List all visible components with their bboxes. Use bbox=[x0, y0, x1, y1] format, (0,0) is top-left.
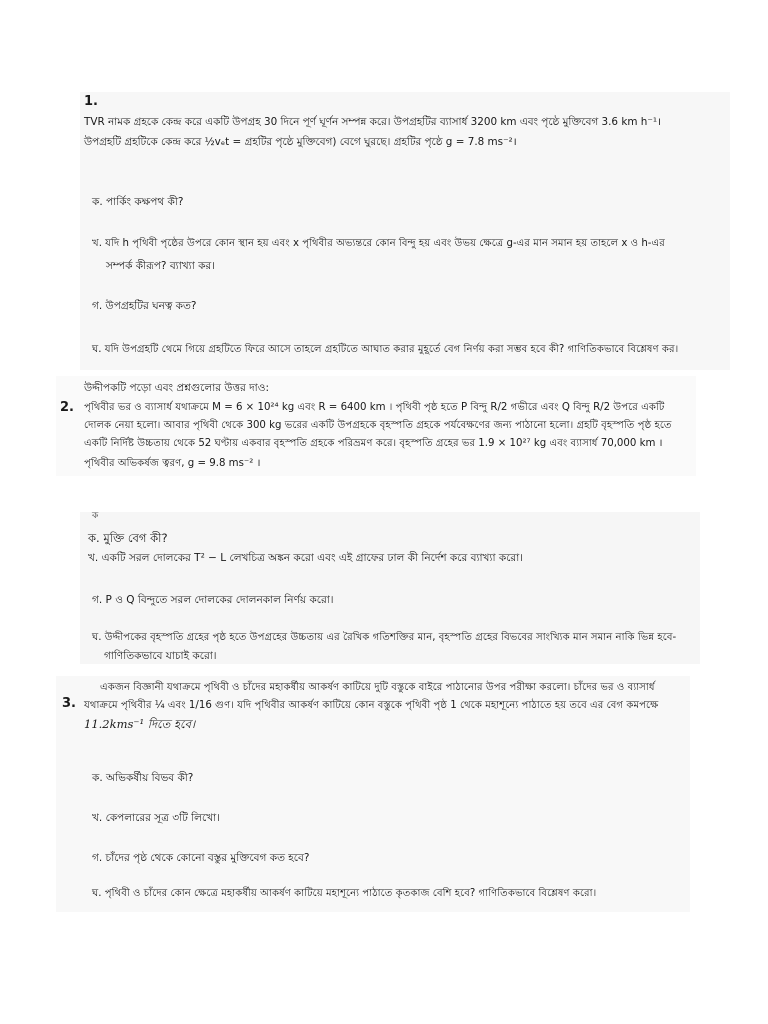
question-2-stem-line-1: পৃথিবীর ভর ও ব্যাসার্ধ যথাক্রমে M = 6 × 10²⁴ kg এবং R = 6400 km । পৃথিবী পৃষ্ঠ হতে P বিন্দু R/2 গভীরে এবং Q বিন্দু R/2 উপরে একটি bbox=[84, 402, 665, 413]
question-2-number: 2. bbox=[60, 400, 74, 415]
question-1-stem-line-1: TVR নামক গ্রহকে কেন্দ্র করে একটি উপগ্রহ 30 দিনে পূর্ণ ঘূর্ণন সম্পন্ন করে। উপগ্রহটির ব্যাসার্ধ 3200 km এবং পৃষ্ঠে মুক্তিবেগ 3.6 km h⁻¹। bbox=[84, 116, 661, 128]
question-2-stem-line-4: পৃথিবীর অভিকর্ষজ ত্বরণ, g = 9.8 ms⁻² । bbox=[84, 458, 261, 469]
question-2-stem-line-2: দোলক নেয়া হলো। আবার পৃথিবী থেকে 300 kg ভরের একটি উপগ্রহকে বৃহস্পতি গ্রহকে পর্যবেক্ষণের জন্য পাঠানো হলো। গ্রহটি বৃহস্পতি পৃষ্ঠ হতে bbox=[84, 420, 672, 431]
question-1-stem-line-2: উপগ্রহটি গ্রহটিকে কেন্দ্র করে ½vₑt = গ্রহটির পৃষ্ঠে মুক্তিবেগ) বেগে ঘুরছে। গ্রহটির পৃষ্ঠে g = 7.8 ms⁻²। bbox=[84, 136, 517, 148]
question-1-part-ga: গ. উপগ্রহটির ঘনত্ব কত? bbox=[92, 300, 197, 312]
question-1-part-gha: ঘ. যদি উপগ্রহটি থেমে গিয়ে গ্রহটিতে ফিরে আসে তাহলে গ্রহটিতে আঘাত করার মুহূর্তে বেগ নির্ণয় করা সম্ভব হবে কী? গাণিতিকভাবে বিশ্লেষণ কর। bbox=[92, 344, 679, 355]
question-2-part-kha: খ. একটি সরল দোলকের T² − L লেখচিত্র অঙ্কন করো এবং এই গ্রাফের ঢাল কী নির্দেশ করে ব্যাখ্যা করো। bbox=[88, 552, 523, 564]
question-2-intro: উদ্দীপকটি পড়ো এবং প্রশ্নগুলোর উত্তর দাও: bbox=[84, 382, 269, 394]
question-3-part-ka: ক. অভিকর্ষীয় বিভব কী? bbox=[92, 772, 194, 784]
question-1-part-kha-line-2: সম্পর্ক কীরূপ? ব্যাখ্যা কর। bbox=[106, 260, 215, 272]
question-3-part-kha: খ. কেপলারের সূত্র ৩টি লিখো। bbox=[92, 812, 220, 824]
question-3-number: 3. bbox=[62, 696, 76, 711]
question-1-part-ka: ক. পার্কিং কক্ষপথ কী? bbox=[92, 196, 184, 208]
question-3-stem-line-2: যথাক্রমে পৃথিবীর ¼ এবং 1/16 গুণ। যদি পৃথিবীর আকর্ষণ কাটিয়ে কোন বস্তুকে পৃথিবী পৃষ্ঠ 1 থেকে মহাশূন্যে পাঠাতে হয় তবে এর বেগ কমপক্ষে bbox=[84, 700, 659, 711]
stray-mark: ক bbox=[92, 511, 99, 521]
question-2-stem-line-3: একটি নির্দিষ্ট উচ্চতায় থেকে 52 ঘণ্টায় একবার বৃহস্পতি গ্রহকে পরিভ্রমণ করে। বৃহস্পতি গ্রহের ভর 1.9 × 10²⁷ kg এবং ব্যাসার্ধ 70,000 km । bbox=[84, 438, 663, 449]
question-3-part-gha: ঘ. পৃথিবী ও চাঁদের কোন ক্ষেত্রে মহাকর্ষীয় আকর্ষণ কাটিয়ে মহাশূন্যে পাঠাতে কৃতকাজ বেশি হবে? গাণিতিকভাবে বিশ্লেষণ করো। bbox=[92, 888, 597, 899]
question-3-stem-line-3: 11.2kms⁻¹ দিতে হবে। bbox=[84, 717, 196, 731]
question-2-part-ka: ক. মুক্তি বেগ কী? bbox=[88, 531, 168, 545]
question-2-part-gha-line-2: গাণিতিকভাবে যাচাই করো। bbox=[104, 650, 217, 662]
question-2-part-ga: গ. P ও Q বিন্দুতে সরল দোলকের দোলনকাল নির্ণয় করো। bbox=[92, 594, 334, 606]
question-3-part-ga: গ. চাঁদের পৃষ্ঠ থেকে কোনো বস্তুর মুক্তিবেগ কত হবে? bbox=[92, 852, 310, 864]
question-1-number: 1. bbox=[84, 94, 98, 109]
question-2-part-gha-line-1: ঘ. উদ্দীপকের বৃহস্পতি গ্রহের পৃষ্ঠ হতে উপগ্রহের উচ্চতায় এর রৈখিক গতিশক্তির মান, বৃহস্পতি গ্রহের বিভবের সাংখ্যিক মান সমান নাকি ভিন্ন হবে- bbox=[92, 632, 677, 643]
question-3-stem-line-1: একজন বিজ্ঞানী যথাক্রমে পৃথিবী ও চাঁদের মহাকর্ষীয় আকর্ষণ কাটিয়ে দুটি বস্তুকে বাইরে পাঠানোর উপর পরীক্ষা করলো। চাঁদের ভর ও ব্যাসার্ধ bbox=[100, 682, 655, 693]
question-1-part-kha-line-1: খ. যদি h পৃথিবী পৃষ্ঠের উপরে কোন স্থান হয় এবং x পৃথিবীর অভ্যন্তরে কোন বিন্দু হয় এবং উভয় ক্ষেত্রে g-এর মান সমান হয় তাহলে x ও h-এর bbox=[92, 238, 665, 249]
